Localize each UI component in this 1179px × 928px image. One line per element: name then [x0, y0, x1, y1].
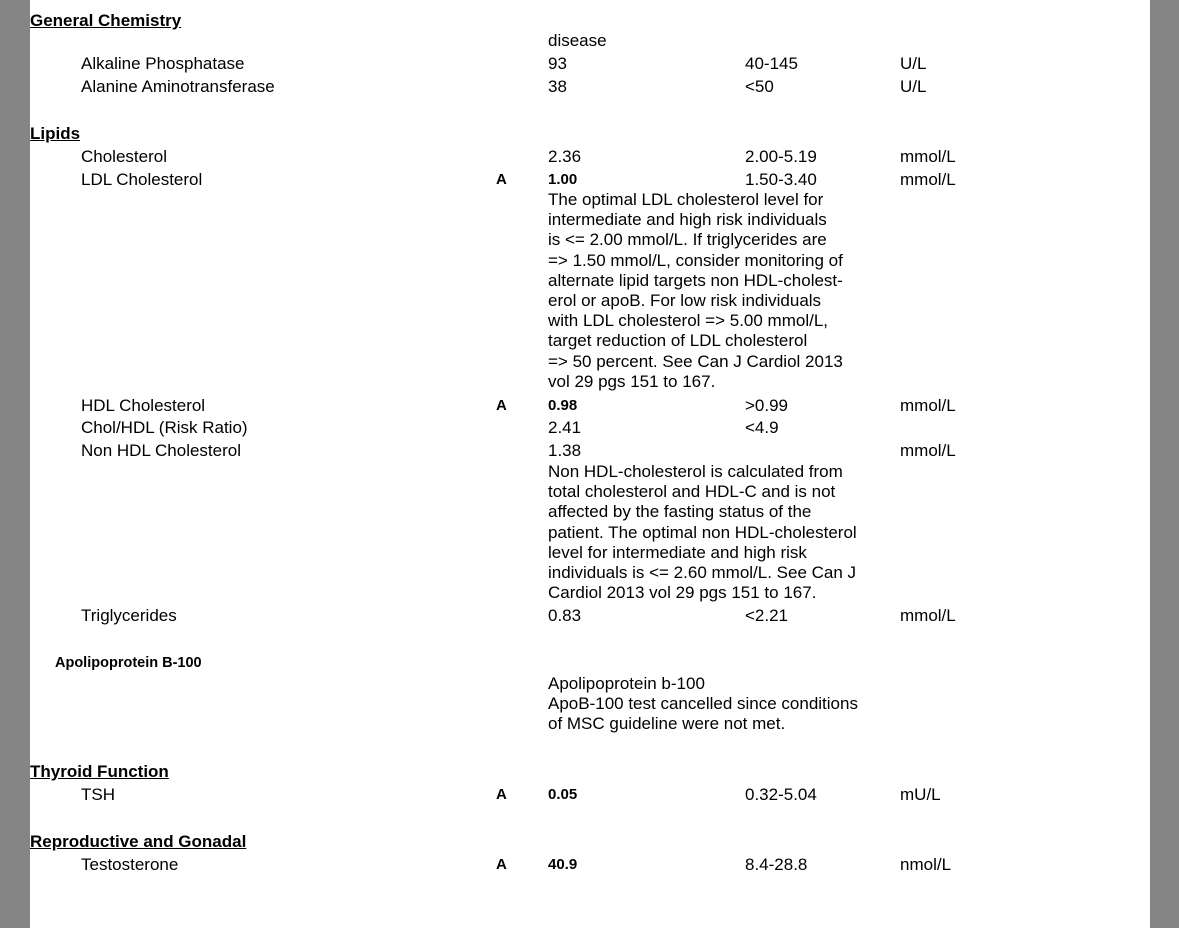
unit: mmol/L — [900, 170, 956, 189]
test-value: 0.05 — [548, 786, 578, 803]
test-value: 38 — [548, 77, 567, 96]
abnormal-flag: A — [496, 397, 507, 414]
note-line: alternate lipid targets non HDL-cholest- — [548, 270, 843, 290]
test-name: TSH — [81, 785, 115, 804]
ldl-note — [548, 190, 843, 392]
section-reproductive-gonadal: Reproductive and Gonadal — [30, 832, 247, 851]
note-line: The optimal LDL cholesterol level for — [548, 190, 824, 209]
test-value: 2.41 — [548, 418, 582, 437]
test-value: 93 — [548, 54, 567, 73]
note-line: total cholesterol and HDL-C and is not — [548, 482, 836, 502]
note-line: => 50 percent. See Can J Cardiol 2013 — [548, 351, 843, 371]
reference-range: 2.00-5.19 — [745, 147, 817, 166]
reference-range: 40-145 — [745, 54, 798, 73]
test-name: Chol/HDL (Risk Ratio) — [81, 418, 248, 437]
note-line: of MSC guideline were not met. — [548, 714, 786, 734]
apolipoprotein-heading: Apolipoprotein B-100 — [55, 655, 202, 671]
apob-note — [548, 674, 858, 735]
test-name: LDL Cholesterol — [81, 170, 203, 189]
test-name: HDL Cholesterol — [81, 396, 206, 415]
test-value: 0.98 — [548, 397, 578, 414]
note-line: ApoB-100 test cancelled since conditions — [548, 694, 858, 714]
note-line: => 1.50 mmol/L, consider monitoring of — [548, 250, 843, 270]
section-thyroid-function: Thyroid Function — [30, 762, 169, 781]
lab-report-page — [30, 0, 1150, 928]
unit: nmol/L — [900, 855, 952, 874]
reference-range: 1.50-3.40 — [745, 170, 817, 189]
note-line: with LDL cholesterol => 5.00 mmol/L, — [548, 311, 829, 331]
reference-range: >0.99 — [745, 396, 789, 415]
unit: mmol/L — [900, 606, 956, 625]
test-name: Testosterone — [81, 855, 179, 874]
note-line: target reduction of LDL cholesterol — [548, 331, 808, 351]
reference-range: <4.9 — [745, 418, 779, 437]
note-line: Cardiol 2013 vol 29 pgs 151 to 167. — [548, 583, 817, 603]
abnormal-flag: A — [496, 856, 507, 873]
reference-range: <50 — [745, 77, 774, 96]
test-name: Alanine Aminotransferase — [81, 77, 275, 96]
section-general-chemistry: General Chemistry — [30, 11, 182, 30]
note-line: is <= 2.00 mmol/L. If triglycerides are — [548, 230, 827, 250]
test-value: 0.83 — [548, 606, 582, 625]
test-value: 2.36 — [548, 147, 582, 166]
unit: U/L — [900, 54, 927, 73]
test-name: Alkaline Phosphatase — [81, 54, 245, 73]
note-line: affected by the fasting status of the — [548, 502, 812, 522]
unit: mU/L — [900, 785, 941, 804]
note-line: vol 29 pgs 151 to 167. — [548, 371, 716, 391]
note-line: level for intermediate and high risk — [548, 542, 807, 562]
unit: U/L — [900, 77, 927, 96]
unit: mmol/L — [900, 441, 956, 460]
unit: mmol/L — [900, 147, 956, 166]
note-line: Non HDL-cholesterol is calculated from — [548, 462, 843, 481]
note-line: erol or apoB. For low risk individuals — [548, 290, 822, 310]
reference-range: 0.32-5.04 — [745, 785, 817, 804]
test-value: 1.00 — [548, 171, 578, 188]
test-name: Non HDL Cholesterol — [81, 441, 241, 460]
note-line: patient. The optimal non HDL-cholesterol — [548, 522, 857, 542]
reference-range: <2.21 — [745, 606, 789, 625]
test-name: Cholesterol — [81, 147, 167, 166]
reference-range: 8.4-28.8 — [745, 855, 808, 874]
test-value: 1.38 — [548, 441, 582, 460]
section-lipids: Lipids — [30, 124, 81, 143]
non-hdl-note — [548, 462, 857, 603]
abnormal-flag: A — [496, 786, 507, 803]
note-line: intermediate and high risk individuals — [548, 210, 827, 230]
abnormal-flag: A — [496, 171, 507, 188]
carryover-text: disease — [548, 31, 607, 50]
note-line: Apolipoprotein b-100 — [548, 674, 705, 693]
test-name: Triglycerides — [81, 606, 177, 625]
test-value: 40.9 — [548, 856, 578, 873]
unit: mmol/L — [900, 396, 956, 415]
note-line: individuals is <= 2.60 mmol/L. See Can J — [548, 562, 857, 582]
